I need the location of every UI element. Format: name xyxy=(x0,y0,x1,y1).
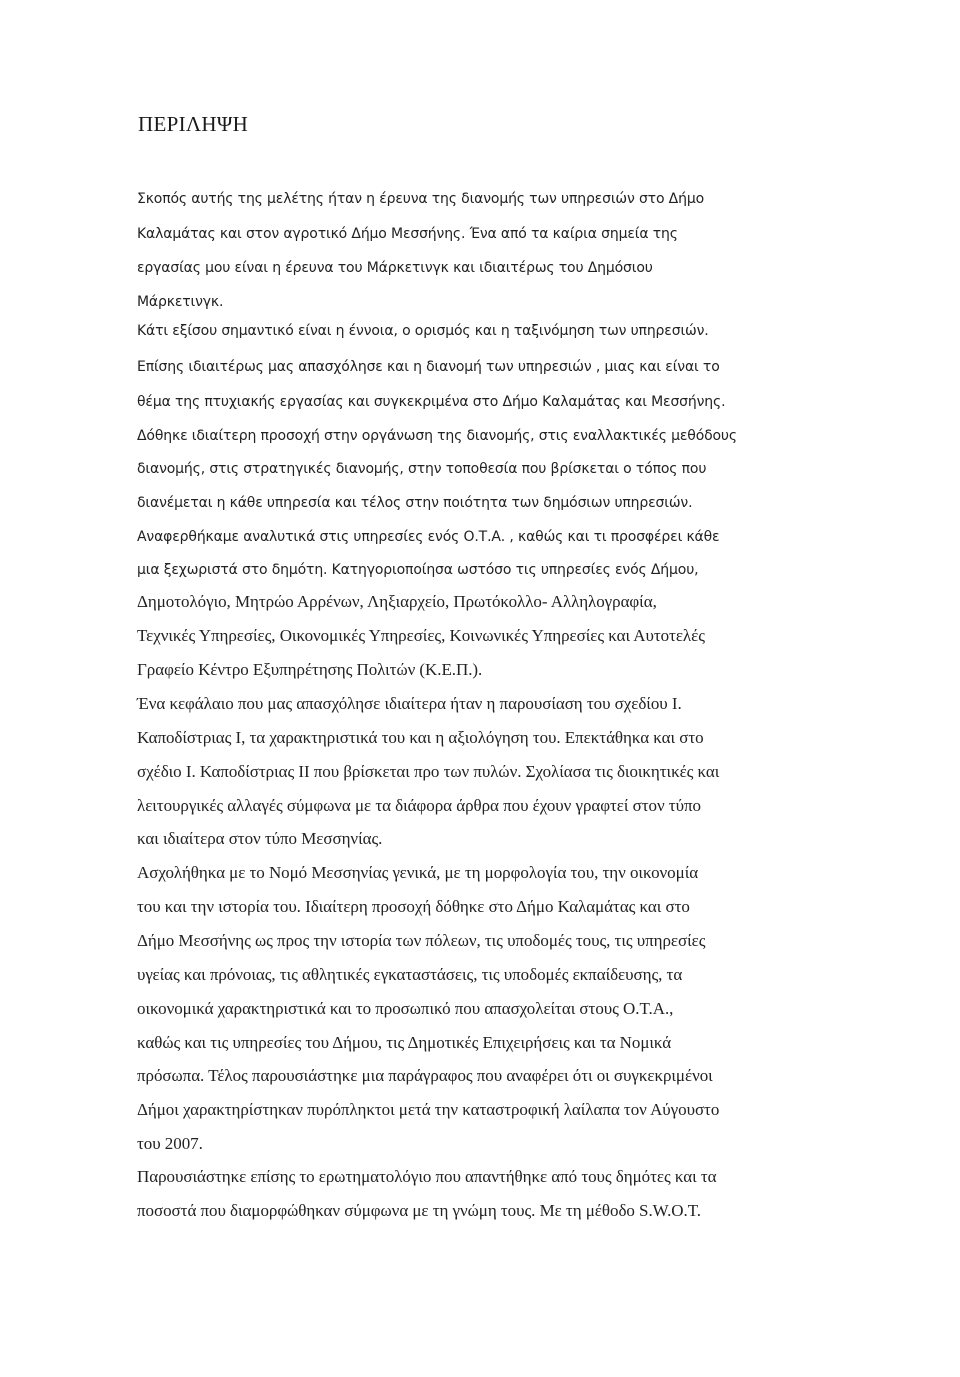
text-line: του και την ιστορία του. Ιδιαίτερη προσοχή δόθηκε στο Δήμο Καλαμάτας και στο xyxy=(137,897,690,916)
text-line: Ασχολήθηκα με το Νομό Μεσσηνίας γενικά, με τη μορφολογία του, την οικονομία xyxy=(137,863,699,882)
text-line: σχέδιο Ι. Καποδίστριας ΙΙ που βρίσκεται προ των πυλών. Σχολίασα τις διοικητικές και xyxy=(137,762,720,781)
text-line: Κάτι εξίσου σημαντικό είναι η έννοια, ο ορισμός και η ταξινόμηση των υπηρεσιών. xyxy=(137,323,709,339)
text-line: Δήμοι χαρακτηρίστηκαν πυρόπληκτοι μετά την καταστροφική λαίλαπα τον Αύγουστο xyxy=(137,1100,720,1119)
text-line: Σκοπός αυτής της μελέτης ήταν η έρευνα της διανομής των υπηρεσιών στο Δήμο xyxy=(137,191,704,207)
text-line: Τεχνικές Υπηρεσίες, Οικονομικές Υπηρεσίες, Κοινωνικές Υπηρεσίες και Αυτοτελές xyxy=(137,626,705,645)
page-title: ΠΕΡΙΛΗΨΗ xyxy=(138,112,249,136)
text-line: οικονομικά χαρακτηριστικά και το προσωπικό που απασχολείται στους Ο.Τ.Α., xyxy=(137,999,674,1018)
text-line: Καλαμάτας και στον αγροτικό Δήμο Μεσσήνης. Ένα από τα καίρια σημεία της xyxy=(137,226,678,242)
text-line: ποσοστά που διαμορφώθηκαν σύμφωνα με τη γνώμη τους. Με τη μέθοδο S.W.O.T. xyxy=(137,1201,701,1220)
text-line: Δόθηκε ιδιαίτερη προσοχή στην οργάνωση της διανομής, στις εναλλακτικές μεθόδους xyxy=(137,428,737,444)
text-line: Δημοτολόγιο, Μητρώο Αρρένων, Ληξιαρχείο, Πρωτόκολλο- Αλληλογραφία, xyxy=(137,592,657,611)
text-line: του 2007. xyxy=(137,1134,203,1153)
text-line: υγείας και πρόνοιας, τις αθλητικές εγκαταστάσεις, τις υποδομές εκπαίδευσης, τα xyxy=(137,965,683,984)
text-line: και ιδιαίτερα στον τύπο Μεσσηνίας. xyxy=(137,829,383,848)
text-line: Γραφείο Κέντρο Εξυπηρέτησης Πολιτών (Κ.Ε.Π.). xyxy=(137,660,483,679)
text-line: Επίσης ιδιαιτέρως μας απασχόλησε και η διανομή των υπηρεσιών , μιας και είναι το xyxy=(137,359,720,375)
text-line: Παρουσιάστηκε επίσης το ερωτηματολόγιο που απαντήθηκε από τους δημότες και τα xyxy=(137,1167,717,1186)
text-line: διανέμεται η κάθε υπηρεσία και τέλος στην ποιότητα των δημόσιων υπηρεσιών. xyxy=(137,495,693,511)
text-line: εργασίας μου είναι η έρευνα του Μάρκετινγκ και ιδιαιτέρως του Δημόσιου xyxy=(137,260,653,276)
text-line: καθώς και τις υπηρεσίες του Δήμου, τις Δημοτικές Επιχειρήσεις και τα Νομικά xyxy=(137,1033,672,1052)
text-line: Δήμο Μεσσήνης ως προς την ιστορία των πόλεων, τις υποδομές τους, τις υπηρεσίες xyxy=(137,931,706,950)
text-line: διανομής, στις στρατηγικές διανομής, στην τοποθεσία που βρίσκεται ο τόπος που xyxy=(137,461,707,477)
text-line: Καποδίστριας Ι, τα χαρακτηριστικά του και η αξιολόγηση του. Επεκτάθηκα και στο xyxy=(137,728,704,747)
text-line: θέμα της πτυχιακής εργασίας και συγκεκριμένα στο Δήμο Καλαμάτας και Μεσσήνης. xyxy=(137,394,726,410)
text-line: Μάρκετινγκ. xyxy=(137,294,224,310)
text-line: Ένα κεφάλαιο που μας απασχόλησε ιδιαίτερα ήταν η παρουσίαση του σχεδίου Ι. xyxy=(137,694,682,713)
text-line: λειτουργικές αλλαγές σύμφωνα με τα διάφορα άρθρα που έχουν γραφτεί στον τύπο xyxy=(137,796,701,815)
text-line: πρόσωπα. Τέλος παρουσιάστηκε μια παράγραφος που αναφέρει ότι οι συγκεκριμένοι xyxy=(137,1066,713,1085)
text-line: Αναφερθήκαμε αναλυτικά στις υπηρεσίες ενός Ο.Τ.Α. , καθώς και τι προσφέρει κάθε xyxy=(137,529,720,545)
text-line: μια ξεχωριστά στο δημότη. Κατηγοριοποίησα ωστόσο τις υπηρεσίες ενός Δήμου, xyxy=(137,562,699,578)
